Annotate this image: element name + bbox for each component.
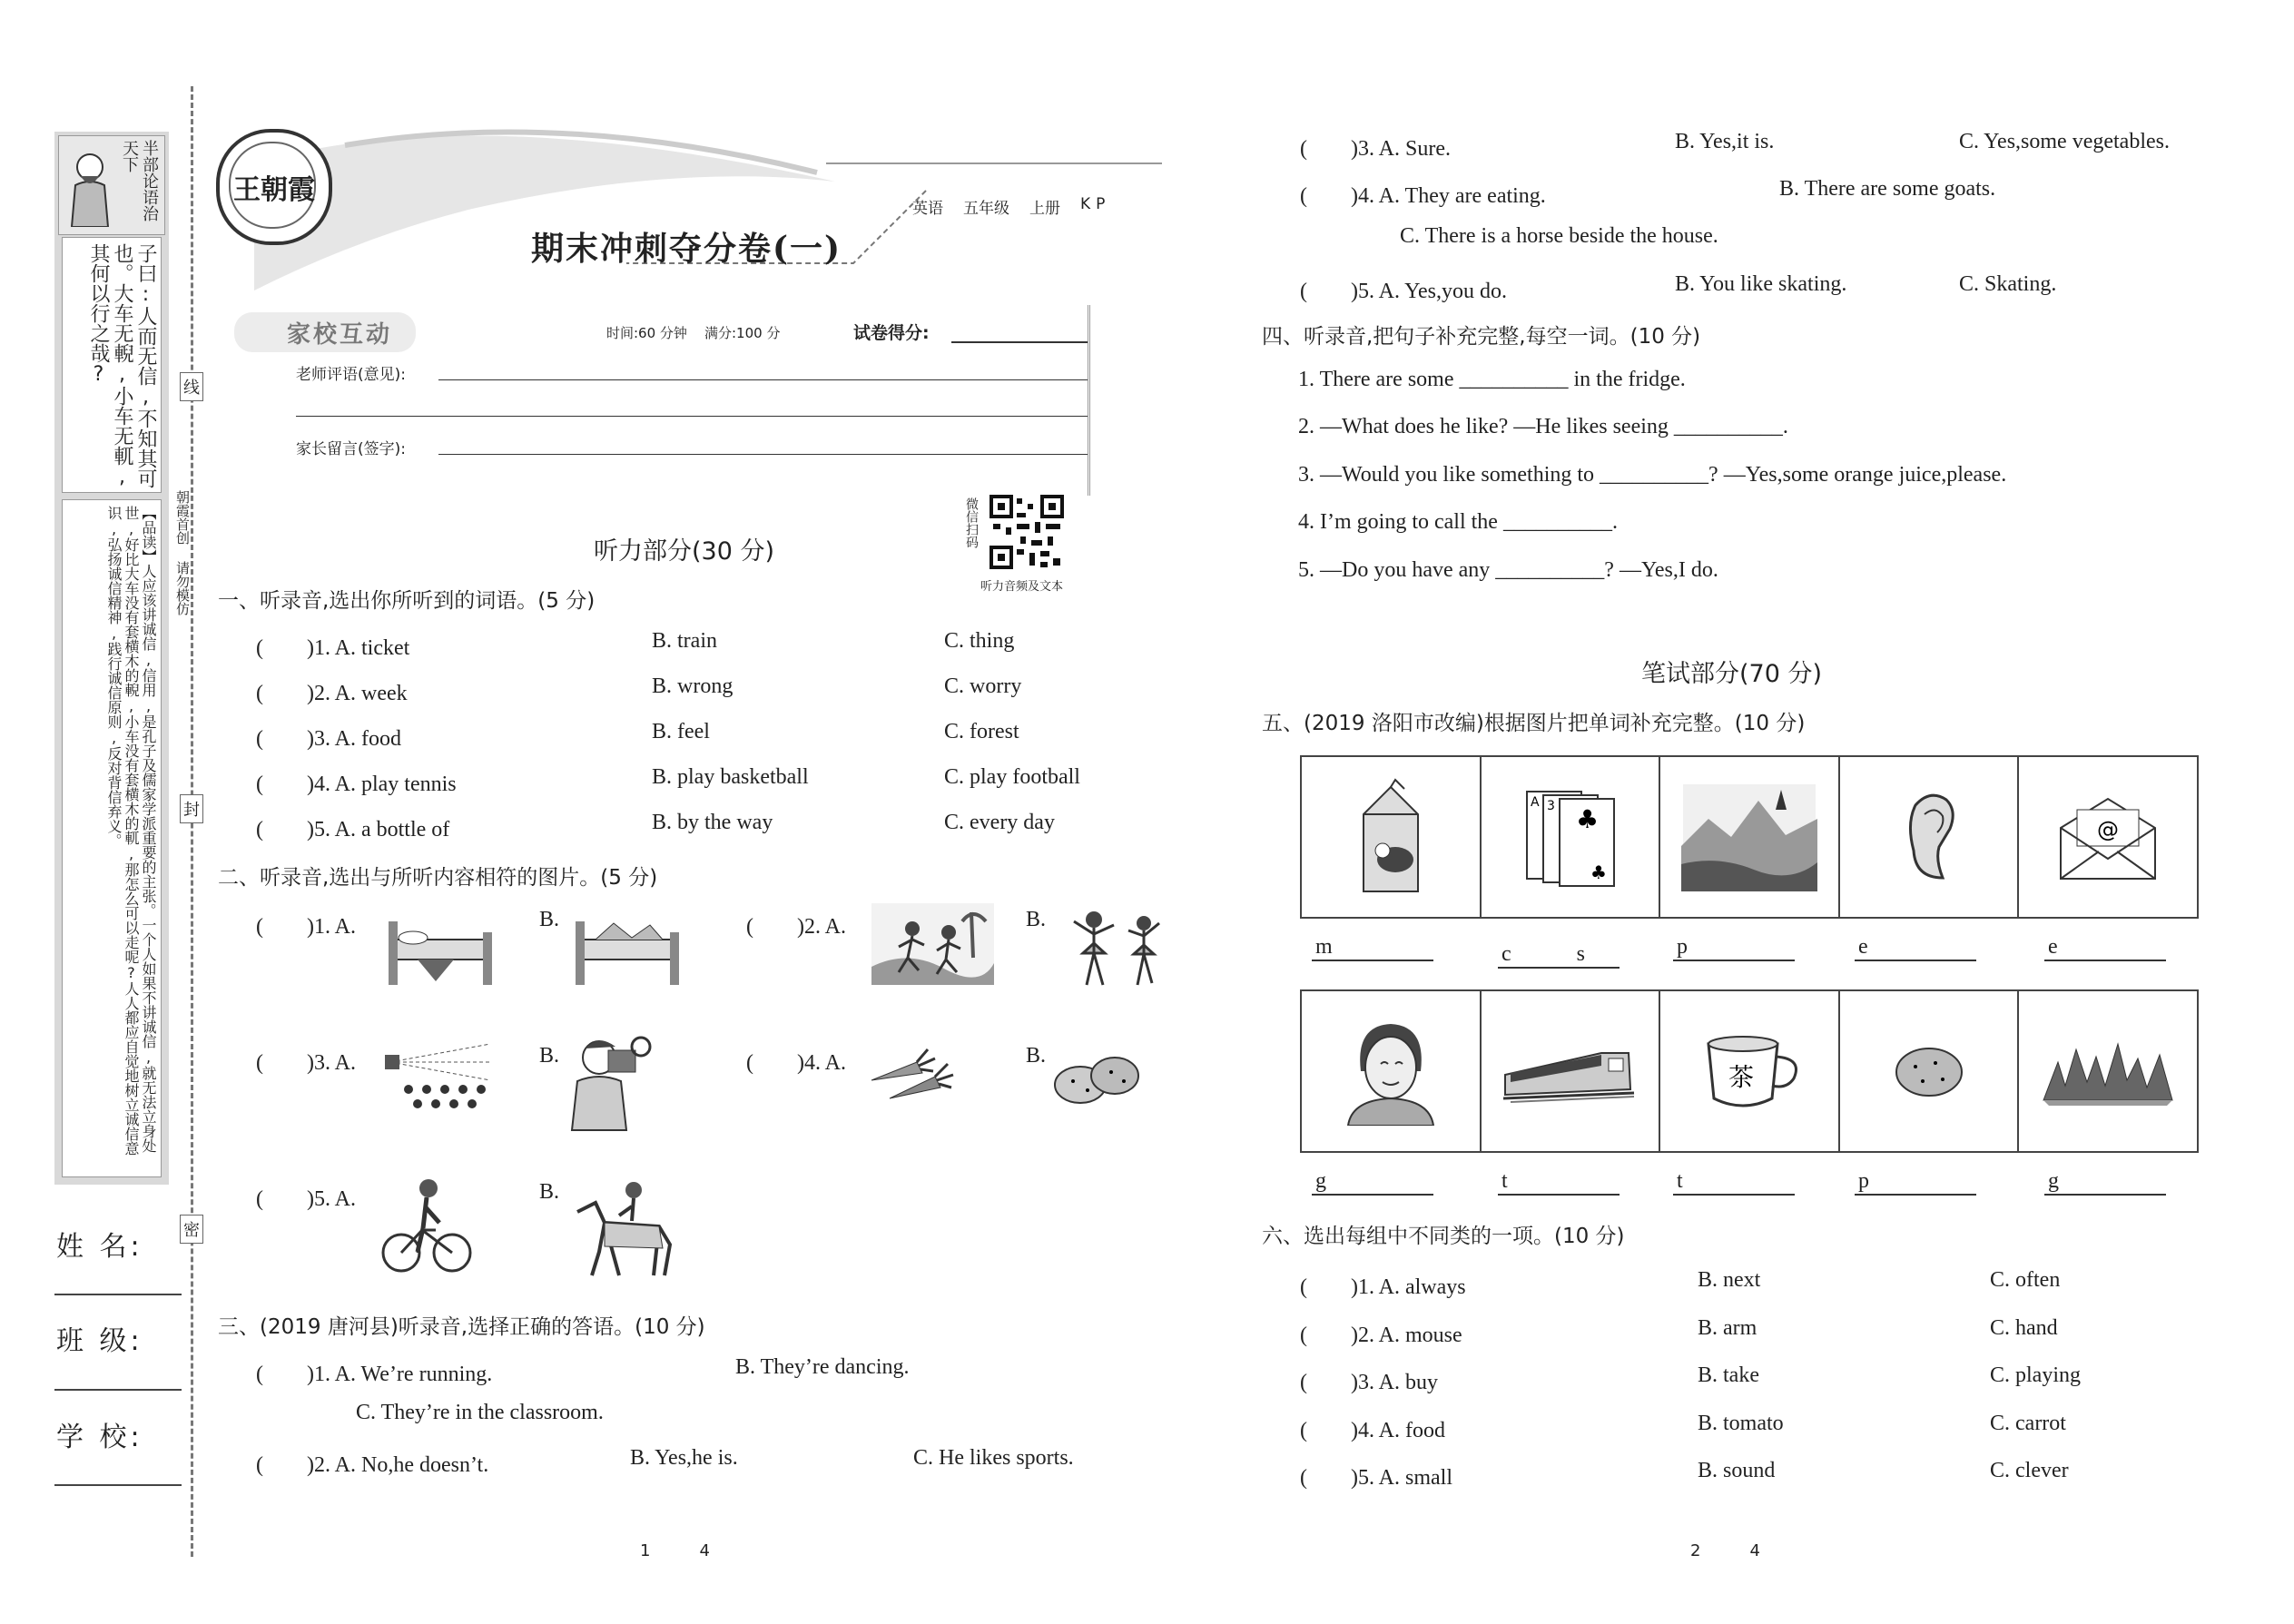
section-2-title: 二、听录音,选出与所听内容相符的图片。(5 分) (218, 866, 658, 890)
cut-mark-seal: 封 (180, 794, 203, 823)
section-3-title: 三、(2019 唐河县)听录音,选择正确的答语。(10 分) (218, 1315, 705, 1339)
logo-text: 王朝霞 (233, 174, 315, 206)
cyclist-icon[interactable] (381, 1176, 472, 1275)
potatoes-icon[interactable] (1051, 1048, 1142, 1107)
s6-q3-c: C. playing (1990, 1363, 2081, 1387)
s2-q2: ( )2. A. (746, 915, 846, 939)
s1-q1-c: C. thing (944, 629, 1015, 653)
svg-text:♣: ♣ (1590, 861, 1608, 883)
teacher-comment-field[interactable] (438, 379, 1088, 380)
cell-grass (2019, 991, 2197, 1151)
milk-carton-icon (1350, 778, 1432, 896)
svg-text:@: @ (2097, 817, 2120, 842)
s4-q3[interactable]: 3. —Would you like something to __________? —Yes,some orange juice,please. (1298, 463, 2007, 487)
s2-q3-b: B. (539, 1044, 560, 1068)
cell-email (2019, 757, 2197, 917)
word-blank-picture[interactable]: p (1673, 935, 1795, 961)
s3-q4-c: C. There is a horse beside the house. (1400, 224, 1718, 248)
s3-q4: ( )4. A. They are eating. (1300, 184, 1546, 208)
logo-badge (216, 129, 332, 245)
grass-icon (2040, 1035, 2176, 1107)
bed-icon[interactable] (381, 912, 499, 985)
motto-top: 半部论语治天下 (120, 140, 159, 221)
section-4-title: 四、听录音,把句子补充完整,每空一词。(10 分) (1262, 325, 1701, 349)
picture-row-2 (1300, 989, 2199, 1153)
s4-q5[interactable]: 5. —Do you have any __________? —Yes,I do. (1298, 558, 1718, 582)
home-school-panel (243, 305, 1090, 496)
word-blank-ear[interactable]: e (1855, 935, 1976, 961)
qr-side-text: 微信扫码 (964, 497, 979, 548)
s1-q4: ( )4. A. play tennis (256, 773, 457, 796)
listening-title: 听力部分(30 分) (594, 537, 775, 566)
train-icon (1501, 1035, 1638, 1107)
s3-q5-b: B. You like skating. (1675, 272, 1847, 296)
tea-char: 茶 (1728, 1062, 1754, 1092)
cell-ear (1840, 757, 2020, 917)
envelope-icon (2053, 792, 2162, 882)
s3-q3-b: B. Yes,it is. (1675, 130, 1775, 153)
s1-q3: ( )3. A. food (256, 727, 401, 751)
s6-q2: ( )2. A. mouse (1300, 1324, 1462, 1347)
svg-text:3: 3 (1547, 799, 1556, 813)
svg-text:A: A (1531, 795, 1540, 810)
s2-q1: ( )1. A. (256, 915, 356, 939)
s6-q3-b: B. take (1698, 1363, 1759, 1387)
grandma-icon (1341, 1017, 1441, 1126)
page-number-left: 1 4 (640, 1541, 710, 1560)
s3-q2-b: B. Yes,he is. (630, 1446, 738, 1470)
playing-cards-icon (1520, 782, 1620, 891)
section-6-title: 六、选出每组中不同类的一项。(10 分) (1262, 1225, 1625, 1248)
s3-q4-b: B. There are some goats. (1779, 177, 1996, 201)
tag-edition: KP (1080, 195, 1111, 213)
svg-text:♣: ♣ (1576, 804, 1600, 834)
s1-q2: ( )2. A. week (256, 682, 408, 705)
s6-q4: ( )4. A. food (1300, 1419, 1445, 1442)
s1-q3-c: C. forest (944, 720, 1019, 743)
cell-cards (1482, 757, 1661, 917)
s6-q1-b: B. next (1698, 1268, 1761, 1292)
s3-q5-c: C. Skating. (1959, 272, 2057, 296)
s3-q3: ( )3. A. Sure. (1300, 137, 1451, 161)
word-blank-tea[interactable]: t (1673, 1169, 1795, 1196)
time-label: 时间:60 分钟 (606, 325, 687, 341)
confucius-emblem (58, 135, 165, 235)
cell-landscape (1660, 757, 1840, 917)
s1-q2-b: B. wrong (652, 674, 733, 698)
s3-q2: ( )2. A. No,he doesn’t. (256, 1453, 489, 1477)
s2-q5: ( )5. A. (256, 1187, 356, 1211)
tea-cup-icon (1690, 1026, 1808, 1117)
s6-q2-b: B. arm (1698, 1316, 1757, 1340)
name-field[interactable] (54, 1294, 182, 1295)
s1-q5-b: B. by the way (652, 811, 773, 834)
s3-q5: ( )5. A. Yes,you do. (1300, 280, 1508, 303)
word-blank-cards[interactable]: c s (1498, 935, 1620, 969)
s4-q1[interactable]: 1. There are some __________ in the fridge. (1298, 368, 1686, 391)
class-label: 班 级: (56, 1325, 143, 1357)
cut-mark-secret: 密 (180, 1215, 203, 1244)
word-blank-grass[interactable]: g (2044, 1169, 2166, 1196)
s6-q3: ( )3. A. buy (1300, 1371, 1438, 1394)
projector-icon[interactable] (381, 1035, 499, 1117)
page-title: 期末冲刺夺分卷(一) (531, 230, 842, 268)
section-5-title: 五、(2019 洛阳市改编)根据图片把单词补充完整。(10 分) (1262, 712, 1806, 735)
picture-row-1 (1300, 755, 2199, 919)
s4-q4[interactable]: 4. I’m going to call the __________. (1298, 510, 1618, 534)
s4-q2[interactable]: 2. —What does he like? —He likes seeing __________. (1298, 415, 1788, 438)
quote-box (62, 237, 162, 493)
tag-subject: 英语 (912, 200, 943, 218)
score-total: 满分:100 分 (704, 325, 781, 341)
s2-q4: ( )4. A. (746, 1051, 846, 1075)
tag-grade: 五年级 (963, 200, 1009, 218)
cut-mark-line: 线 (180, 372, 203, 401)
s1-q5: ( )5. A. a bottle of (256, 818, 450, 842)
s6-q4-b: B. tomato (1698, 1412, 1784, 1435)
messy-bed-icon[interactable] (568, 912, 686, 985)
s6-q1: ( )1. A. always (1300, 1275, 1466, 1299)
s2-q5-b: B. (539, 1180, 560, 1204)
word-blank-milk[interactable]: m (1312, 935, 1433, 961)
confucius-quote: 子曰:人而无信,不知其可也。大车无輗,小车无軏,其何以行之哉? (87, 243, 157, 488)
s6-q4-c: C. carrot (1990, 1412, 2066, 1435)
s2-q4-b: B. (1026, 1044, 1047, 1068)
binding-strip (54, 132, 169, 1185)
subject-tags (912, 195, 1110, 218)
cell-train (1482, 991, 1661, 1151)
s1-q5-c: C. every day (944, 811, 1055, 834)
parent-comment-field[interactable] (438, 454, 1088, 455)
potato-icon (1888, 1039, 1970, 1103)
s2-q1-b: B. (539, 908, 560, 931)
name-label: 姓 名: (56, 1231, 143, 1263)
parent-comment-label: 家长留言(签字): (296, 440, 406, 458)
cell-potato (1840, 991, 2020, 1151)
s3-q2-c: C. He likes sports. (913, 1446, 1074, 1470)
word-blank-train[interactable]: t (1498, 1169, 1620, 1196)
camera-man-icon[interactable] (563, 1030, 654, 1135)
tag-term: 上册 (1029, 200, 1060, 218)
teacher-comment-label: 老师评语(意见): (296, 366, 406, 384)
s6-q1-c: C. often (1990, 1268, 2061, 1292)
s3-q1-c: C. They’re in the classroom. (356, 1401, 604, 1424)
school-field[interactable] (54, 1484, 182, 1486)
qr-code-icon[interactable] (989, 495, 1064, 569)
s1-q1-b: B. train (652, 629, 717, 653)
s1-q3-b: B. feel (652, 720, 710, 743)
cell-grandma (1302, 991, 1482, 1151)
s1-q4-c: C. play football (944, 765, 1080, 789)
section-1-title: 一、听录音,选出你所听到的词语。(5 分) (218, 589, 596, 613)
s6-q5-c: C. clever (1990, 1459, 2069, 1482)
page-number-right: 2 4 (1690, 1541, 1760, 1560)
s1-q2-c: C. worry (944, 674, 1022, 698)
cell-tea (1660, 991, 1840, 1151)
s6-q5: ( )5. A. small (1300, 1466, 1452, 1490)
school-label: 学 校: (56, 1422, 143, 1453)
writing-title: 笔试部分(70 分) (1641, 660, 1823, 688)
s3-q3-c: C. Yes,some vegetables. (1959, 130, 2170, 153)
reading-note: 【品读】人应该讲诚信,信用,是孔子及儒家学派重要的主张。一个人如果不讲诚信,就无法立身处世,好比大车没有套横木的輗,小车没有套横木的軏,那怎么可以走呢?人人都应自觉地树立诚信意识,弘扬诚信精神,践行诚信原则,反对背信弃义。 (105, 506, 157, 1156)
s2-q3: ( )3. A. (256, 1051, 356, 1075)
word-blank-potato[interactable]: p (1855, 1169, 1976, 1196)
ear-icon (1897, 787, 1961, 887)
s6-q5-b: B. sound (1698, 1459, 1776, 1482)
s6-q2-c: C. hand (1990, 1316, 2058, 1340)
cell-milk (1302, 757, 1482, 917)
confucius-figure-icon (63, 145, 117, 227)
reading-box (62, 499, 162, 1177)
running-kids-icon[interactable] (871, 903, 994, 985)
score-field[interactable] (951, 341, 1088, 343)
s1-q1: ( )1. A. ticket (256, 636, 410, 660)
class-field[interactable] (54, 1389, 182, 1391)
s2-q2-b: B. (1026, 908, 1047, 931)
score-label: 试卷得分: (853, 323, 930, 343)
carrots-icon[interactable] (862, 1035, 962, 1107)
s1-q4-b: B. play basketball (652, 765, 809, 789)
interaction-label: 家校互动 (287, 321, 393, 349)
s3-q1-b: B. They’re dancing. (735, 1355, 910, 1379)
s3-q1: ( )1. A. We’re running. (256, 1363, 493, 1386)
landscape-icon (1681, 782, 1817, 891)
qr-caption: 听力音频及文本 (980, 580, 1064, 594)
word-blank-grandma[interactable]: g (1312, 1169, 1433, 1196)
copyright-note: 朝霞首创 请勿模仿 (174, 490, 191, 615)
horse-rider-icon[interactable] (568, 1176, 686, 1284)
dancers-icon[interactable] (1058, 903, 1176, 994)
word-blank-email[interactable]: e (2044, 935, 2166, 961)
